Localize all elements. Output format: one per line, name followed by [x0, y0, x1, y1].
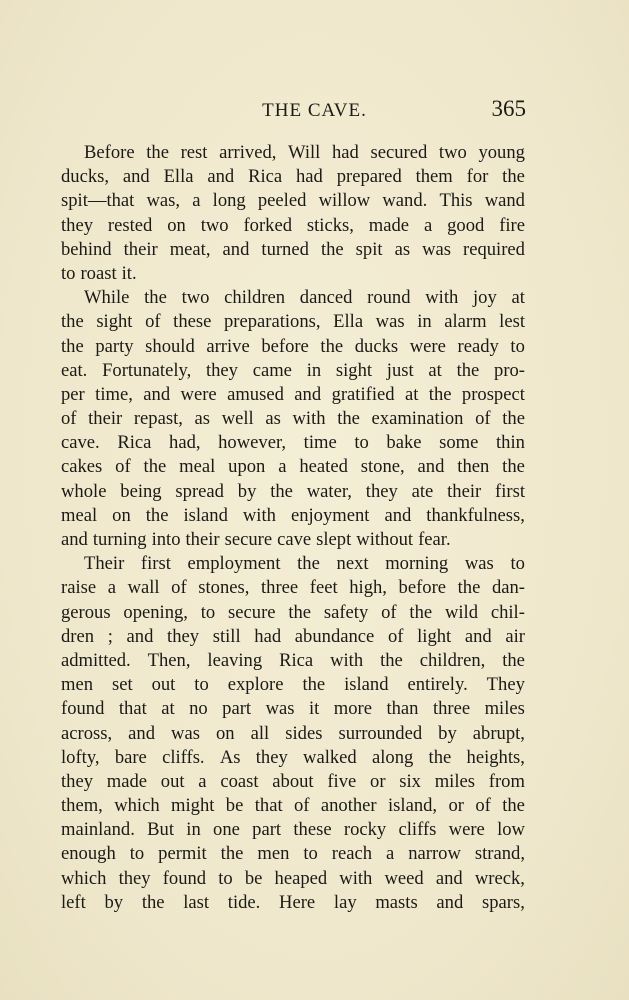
text-line: of their repast, as well as with the examination of the	[61, 408, 525, 430]
text-line: meal on the island with enjoyment and thankfulness,	[61, 504, 525, 526]
running-header	[0, 96, 629, 126]
text-line: admitted. Then, leaving Rica with the children, the	[61, 649, 525, 671]
text-line: Before the rest arrived, Will had secured two young	[84, 142, 525, 163]
text-line: they rested on two forked sticks, made a good fire	[61, 214, 525, 236]
text-line: dren ; and they still had abundance of light and air	[61, 625, 525, 647]
text-line: to roast it.	[61, 262, 137, 284]
chapter-title: THE CAVE.	[262, 100, 367, 121]
text-line: While the two children danced round with joy at	[84, 287, 525, 309]
text-line: cakes of the meal upon a heated stone, and then the	[61, 456, 525, 478]
text-line: enough to permit the men to reach a narrow strand,	[61, 843, 525, 865]
text-line: behind their meat, and turned the spit as was required	[61, 238, 525, 260]
text-line: they made out a coast about five or six miles from	[61, 770, 525, 792]
body-text	[61, 141, 525, 915]
text-line: raise a wall of stones, three feet high, before the dan-	[61, 577, 525, 599]
text-line: the sight of these preparations, Ella was in alarm lest	[61, 311, 525, 333]
text-line: gerous opening, to secure the safety of the wild chil-	[61, 601, 525, 623]
text-line: and turning into their secure cave slept without fear.	[61, 529, 451, 550]
text-line: the party should arrive before the ducks were ready to	[61, 335, 525, 357]
text-line: lofty, bare cliffs. As they walked along the heights,	[61, 746, 525, 768]
text-line: them, which might be that of another island, or of the	[61, 795, 525, 817]
text-line: which they found to be heaped with weed and wreck,	[61, 867, 525, 889]
text-line: per time, and were amused and gratified at the prospect	[61, 383, 525, 405]
page-number: 365	[491, 96, 526, 121]
text-line: spit—that was, a long peeled willow wand. This wand	[61, 190, 525, 212]
text-line: Their first employment the next morning was to	[84, 553, 525, 575]
text-line: across, and was on all sides surrounded by abrupt,	[61, 722, 525, 744]
text-line: men set out to explore the island entirely. They	[61, 674, 525, 696]
text-line: found that at no part was it more than three miles	[61, 698, 525, 720]
text-line: mainland. But in one part these rocky cliffs were low	[61, 819, 525, 841]
text-line: eat. Fortunately, they came in sight just at the pro-	[61, 359, 525, 381]
text-line: cave. Rica had, however, time to bake some thin	[61, 432, 525, 454]
text-line: ducks, and Ella and Rica had prepared them for the	[61, 166, 525, 188]
text-line: whole being spread by the water, they ate their first	[61, 480, 525, 502]
text-line: left by the last tide. Here lay masts and spars,	[61, 891, 525, 913]
